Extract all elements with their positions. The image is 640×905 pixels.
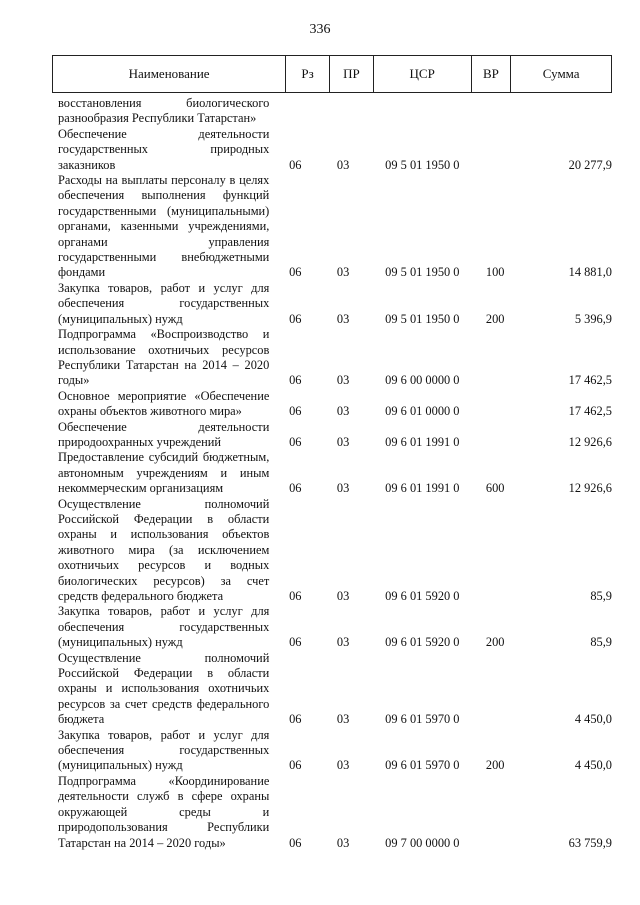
column-header-csr: ЦСР bbox=[374, 56, 472, 92]
row-name-line: автономным учреждениям и иным bbox=[58, 465, 270, 480]
row-name bbox=[58, 327, 269, 389]
row-csr: 09 5 01 1950 0 bbox=[385, 157, 460, 172]
row-vr: 200 bbox=[485, 758, 505, 773]
row-name-line: охотничьих ресурсов и водных bbox=[58, 558, 270, 573]
row-pr: 03 bbox=[336, 434, 350, 449]
table-row bbox=[52, 728, 612, 774]
row-pr: 03 bbox=[336, 835, 350, 850]
row-name bbox=[58, 389, 269, 420]
row-name-line: обеспечения выполнения функций bbox=[58, 188, 270, 203]
row-name-line: государственными (муниципальными) bbox=[58, 203, 270, 218]
row-name-line: Основное мероприятие «Обеспечение bbox=[58, 388, 270, 403]
row-name-line: государственных природных заказников bbox=[58, 142, 270, 172]
row-name-line: природопользования Республики bbox=[58, 820, 270, 835]
row-pr: 03 bbox=[336, 404, 350, 419]
row-name-line: фондами bbox=[58, 265, 106, 280]
row-rz: 06 bbox=[289, 635, 302, 650]
row-rz: 06 bbox=[289, 589, 302, 603]
row-sum: 17 462,5 bbox=[568, 404, 612, 419]
row-name-line: восстановления биологического bbox=[58, 96, 270, 110]
row-name-line: Татарстан на 2014 – 2020 годы» bbox=[58, 835, 226, 850]
column-header-vr: ВР bbox=[472, 56, 512, 92]
row-rz: 06 bbox=[289, 835, 302, 850]
row-rz: 06 bbox=[289, 373, 302, 388]
row-name-line: Расходы на выплаты персоналу в целях bbox=[58, 173, 270, 188]
row-name-line: Закупка товаров, работ и услуг для bbox=[58, 604, 270, 619]
row-name-line: ресурсов за счет средств федерального bbox=[58, 696, 270, 711]
row-pr: 03 bbox=[336, 481, 350, 496]
table-row bbox=[52, 420, 612, 451]
page-number: 336 bbox=[309, 22, 331, 37]
row-name-line: Обеспечение деятельности bbox=[58, 419, 270, 434]
row-csr: 09 6 01 1991 0 bbox=[385, 434, 460, 449]
row-rz: 06 bbox=[289, 157, 302, 172]
row-sum: 17 462,5 bbox=[568, 373, 612, 388]
row-name-line: некоммерческим организациям bbox=[58, 481, 224, 496]
row-name bbox=[58, 651, 269, 728]
row-name-line: Предоставление субсидий бюджетным, bbox=[58, 450, 270, 465]
row-rz: 06 bbox=[289, 404, 302, 419]
row-csr: 09 6 01 1991 0 bbox=[385, 481, 460, 496]
row-name-line: охраны и использования объектов bbox=[58, 527, 270, 542]
column-header-pr: ПР bbox=[330, 56, 374, 92]
table-row bbox=[52, 127, 612, 173]
row-name-line: охраны и использования охотничьих bbox=[58, 681, 270, 696]
table-row bbox=[52, 281, 612, 327]
row-name bbox=[58, 173, 269, 281]
row-name-line: Осуществление полномочий bbox=[58, 496, 270, 511]
row-vr: 200 bbox=[485, 311, 505, 326]
row-sum: 14 881,0 bbox=[568, 265, 612, 280]
row-name-line: органами управления bbox=[58, 234, 270, 249]
table-header bbox=[52, 55, 612, 93]
row-csr: 09 6 01 5920 0 bbox=[385, 635, 460, 650]
table-row bbox=[52, 651, 612, 728]
row-name-line: Подпрограмма «Координирование bbox=[58, 773, 270, 788]
row-name-line: деятельности служб в сфере охраны bbox=[58, 789, 270, 804]
row-sum: 85,9 bbox=[590, 635, 612, 650]
row-name-line: животного мира (за исключением bbox=[58, 542, 270, 557]
row-name-line: использование охотничьих ресурсов bbox=[58, 342, 270, 357]
row-pr: 03 bbox=[336, 758, 350, 773]
row-sum: 20 277,9 bbox=[568, 157, 612, 172]
row-name-line: Закупка товаров, работ и услуг для bbox=[58, 280, 270, 295]
row-sum: 5 396,9 bbox=[574, 311, 612, 326]
row-name-line: государственными внебюджетными bbox=[58, 250, 270, 265]
row-name bbox=[58, 420, 269, 451]
row-name bbox=[58, 604, 269, 650]
row-rz: 06 bbox=[289, 311, 302, 326]
table-row bbox=[52, 389, 612, 420]
row-name bbox=[58, 497, 269, 605]
row-vr: 100 bbox=[485, 265, 505, 280]
table-row bbox=[52, 173, 612, 281]
table-row bbox=[52, 497, 612, 605]
row-rz: 06 bbox=[289, 758, 302, 773]
row-name-line: охраны объектов животного мира» bbox=[58, 404, 242, 419]
row-name-line: природоохранных учреждений bbox=[58, 434, 222, 449]
row-rz: 06 bbox=[289, 712, 302, 727]
row-pr: 03 bbox=[336, 712, 350, 727]
row-name-line: обеспечения государственных bbox=[58, 296, 270, 311]
row-name bbox=[58, 127, 269, 173]
row-name-line: окружающей среды и bbox=[58, 804, 270, 819]
row-name-line: Подпрограмма «Воспроизводство и bbox=[58, 327, 270, 342]
row-pr: 03 bbox=[336, 265, 350, 280]
row-csr: 09 6 01 5970 0 bbox=[385, 712, 460, 727]
row-name-line: (муниципальных) нужд bbox=[58, 758, 183, 773]
row-name bbox=[58, 728, 269, 774]
row-rz: 06 bbox=[289, 265, 302, 280]
row-pr: 03 bbox=[336, 635, 350, 650]
row-name-line: Российской Федерации в области bbox=[58, 666, 270, 681]
row-sum: 85,9 bbox=[590, 589, 612, 603]
row-name-line: Республики Татарстан на 2014 – 2020 bbox=[58, 357, 270, 372]
row-csr: 09 6 01 5970 0 bbox=[385, 758, 460, 773]
table-row bbox=[52, 450, 612, 496]
row-csr: 09 5 01 1950 0 bbox=[385, 311, 460, 326]
row-name-line: Закупка товаров, работ и услуг для bbox=[58, 727, 270, 742]
row-rz: 06 bbox=[289, 481, 302, 496]
row-name-line: бюджета bbox=[58, 712, 105, 727]
row-vr: 200 bbox=[485, 635, 505, 650]
row-name bbox=[58, 774, 269, 851]
row-csr: 09 6 01 5920 0 bbox=[385, 589, 460, 603]
row-pr: 03 bbox=[336, 157, 350, 172]
row-name-line: обеспечения государственных bbox=[58, 619, 270, 634]
row-name-line: Обеспечение деятельности bbox=[58, 126, 270, 141]
row-csr: 09 6 01 0000 0 bbox=[385, 404, 460, 419]
row-rz: 06 bbox=[289, 434, 302, 449]
row-name-line: биологических ресурсов) за счет bbox=[58, 573, 270, 588]
row-pr: 03 bbox=[336, 311, 350, 326]
row-csr: 09 6 00 0000 0 bbox=[385, 373, 460, 388]
column-header-name: Наименование bbox=[53, 56, 286, 92]
row-name-line: Осуществление полномочий bbox=[58, 650, 270, 665]
row-name-line: обеспечения государственных bbox=[58, 743, 270, 758]
column-header-rz: Рз bbox=[286, 56, 330, 92]
row-sum: 12 926,6 bbox=[568, 481, 612, 496]
row-csr: 09 7 00 0000 0 bbox=[385, 835, 460, 850]
row-name-line: средств федерального бюджета bbox=[58, 589, 224, 603]
table-row bbox=[52, 327, 612, 389]
row-sum: 4 450,0 bbox=[574, 758, 612, 773]
row-sum: 4 450,0 bbox=[574, 712, 612, 727]
row-pr: 03 bbox=[336, 373, 350, 388]
row-name-line: (муниципальных) нужд bbox=[58, 311, 183, 326]
row-name-line: (муниципальных) нужд bbox=[58, 635, 183, 650]
row-name bbox=[58, 281, 269, 327]
row-name bbox=[58, 96, 269, 127]
column-header-sum: Сумма bbox=[542, 66, 580, 81]
row-csr: 09 5 01 1950 0 bbox=[385, 265, 460, 280]
table-row bbox=[52, 96, 612, 127]
row-name bbox=[58, 450, 269, 496]
row-pr: 03 bbox=[336, 589, 350, 603]
row-sum: 63 759,9 bbox=[568, 835, 612, 850]
row-name-line: органами, казенными учреждениями, bbox=[58, 219, 270, 234]
table-row bbox=[52, 774, 612, 851]
table-row bbox=[52, 604, 612, 650]
table-body bbox=[52, 96, 612, 851]
row-vr: 600 bbox=[485, 481, 505, 496]
row-sum: 12 926,6 bbox=[568, 434, 612, 449]
row-name-line: разнообразия Республики Татарстан» bbox=[58, 111, 257, 126]
row-name-line: Российской Федерации в области bbox=[58, 511, 270, 526]
row-name-line: годы» bbox=[58, 373, 90, 388]
